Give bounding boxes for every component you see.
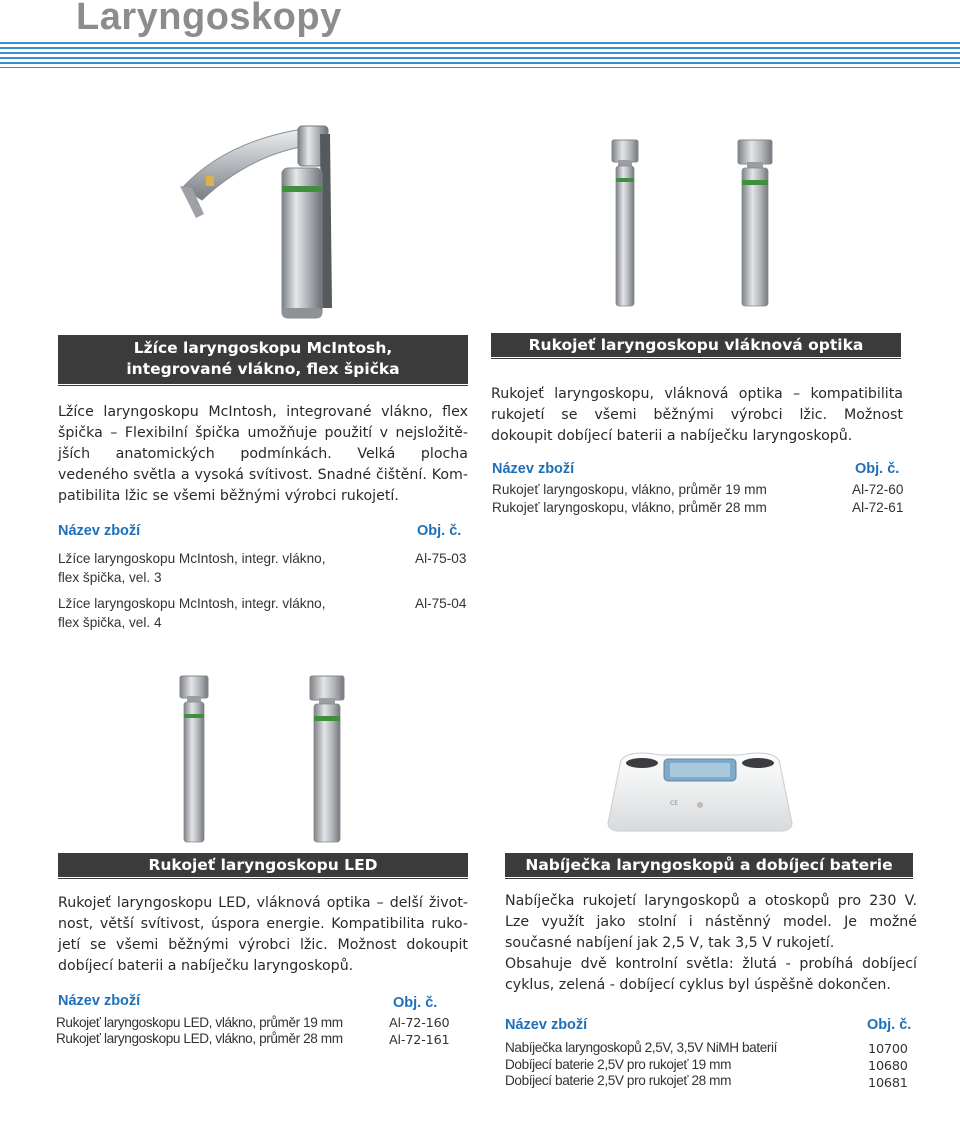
charger-row-name: Dobíjecí baterie 2,5V pro rukojeť 28 mm xyxy=(505,1073,731,1088)
led-row-name: Rukojeť laryngoskopu LED, vlákno, průměr 28 mm xyxy=(56,1031,343,1046)
blade-row-name-cont: flex špička, vel. 4 xyxy=(58,615,162,630)
page-title: Laryngoskopy xyxy=(76,0,342,38)
led-handle-product-photo xyxy=(170,672,350,844)
blade-heading-line1: Lžíce laryngoskopu McIntosh, xyxy=(133,339,393,357)
svg-text:CE: CE xyxy=(670,800,678,807)
blade-row-name: Lžíce laryngoskopu McIntosh, integr. vlákno, xyxy=(58,551,326,566)
charger-desc-line: současné nabíjení jak 2,5 V, tak 3,5 V rukojetí. xyxy=(505,935,835,951)
blade-desc-line: patibilita lžic se všemi běžnými výrobci rukojetí. xyxy=(58,488,399,504)
blade-row-name: Lžíce laryngoskopu McIntosh, integr. vlákno, xyxy=(58,596,326,611)
led-desc-line: jetí se všemi běžnými výrobci lžic. Možnost dokoupit xyxy=(58,937,468,953)
charger-description xyxy=(505,891,917,996)
fiber-desc-line: rukojetí se všemi běžnými výrobci lžic. Možnost xyxy=(491,407,903,423)
led-col-name-header: Název zboží xyxy=(58,993,141,1009)
led-col-code-header: Obj. č. xyxy=(393,995,438,1011)
charger-row-code: 10681 xyxy=(868,1076,908,1091)
blade-product-photo xyxy=(170,118,350,330)
blade-heading-line2: integrované vlákno, flex špička xyxy=(126,360,400,378)
blade-desc-line: špička – Flexibilní špička umožňuje použití v nejsložitě- xyxy=(58,425,468,441)
fiber-row-code: Al-72-60 xyxy=(852,482,904,497)
fiber-desc-line: Rukojeť laryngoskopu, vláknová optika – kompatibilita xyxy=(491,386,903,402)
led-desc-line: dobíjecí baterii a nabíječku laryngoskopů. xyxy=(58,958,354,974)
blade-desc-line: Lžíce laryngoskopu McIntosh, integrované vlákno, flex xyxy=(58,404,468,420)
blade-desc-line: jších anatomických podmínkách. Velká plocha xyxy=(58,446,468,462)
charger-row-name: Nabíječka laryngoskopů 2,5V, 3,5V NiMH baterií xyxy=(505,1040,778,1055)
fiber-row-name: Rukojeť laryngoskopu, vlákno, průměr 19 mm xyxy=(492,482,767,497)
fiber-handle-product-photo xyxy=(580,136,800,311)
blade-row-code: Al-75-03 xyxy=(415,551,467,566)
blade-col-code-header: Obj. č. xyxy=(417,523,462,539)
led-handle-description xyxy=(58,893,468,977)
fiber-col-code-header: Obj. č. xyxy=(855,461,900,477)
charger-row-code: 10680 xyxy=(868,1059,908,1074)
blade-col-name-header: Název zboží xyxy=(58,523,141,539)
title-stripe-bar xyxy=(0,42,960,68)
led-handle-section-heading: Rukojeť laryngoskopu LED xyxy=(58,853,468,877)
charger-desc-line: Obsahuje dvě kontrolní světla: žlutá - probíhá dobíjecí xyxy=(505,956,917,972)
blade-section-heading xyxy=(58,335,468,384)
blade-row-code: Al-75-04 xyxy=(415,596,467,611)
fiber-desc-line: dokoupit dobíjecí baterii a nabíječku laryngoskopů. xyxy=(491,428,853,444)
charger-row-name: Dobíjecí baterie 2,5V pro rukojeť 19 mm xyxy=(505,1057,731,1072)
led-row-name: Rukojeť laryngoskopu LED, vlákno, průměr 19 mm xyxy=(56,1015,343,1030)
charger-product-photo xyxy=(600,745,800,835)
fiber-handle-description xyxy=(491,384,903,447)
charger-desc-line: Lze využít jako stolní i nástěnný model. Je možné xyxy=(505,914,917,930)
blade-description xyxy=(58,402,468,507)
charger-row-code: 10700 xyxy=(868,1042,908,1057)
led-desc-line: nost, větší svítivost, úspora energie. Kompatibilita ruko- xyxy=(58,916,468,932)
led-row-code: Al-72-161 xyxy=(389,1033,450,1048)
charger-desc-line: cyklus, zelená - dobíjecí cyklus byl úspěšně dokončen. xyxy=(505,977,891,993)
fiber-handle-section-heading: Rukojeť laryngoskopu vláknová optika xyxy=(491,333,901,357)
led-row-code: Al-72-160 xyxy=(389,1016,450,1031)
charger-col-code-header: Obj. č. xyxy=(867,1017,912,1033)
charger-col-name-header: Název zboží xyxy=(505,1017,588,1033)
charger-desc-line: Nabíječka rukojetí laryngoskopů a otoskopů pro 230 V. xyxy=(505,893,917,909)
fiber-row-name: Rukojeť laryngoskopu, vlákno, průměr 28 mm xyxy=(492,500,767,515)
blade-row-name-cont: flex špička, vel. 3 xyxy=(58,570,162,585)
led-desc-line: Rukojeť laryngoskopu LED, vláknová optika – delší život- xyxy=(58,895,468,911)
charger-section-heading: Nabíječka laryngoskopů a dobíjecí baterie xyxy=(505,853,913,877)
blade-desc-line: vedeného světla a vysoká svítivost. Snadné čištění. Kom- xyxy=(58,467,468,483)
fiber-col-name-header: Název zboží xyxy=(492,461,575,477)
fiber-row-code: Al-72-61 xyxy=(852,500,904,515)
